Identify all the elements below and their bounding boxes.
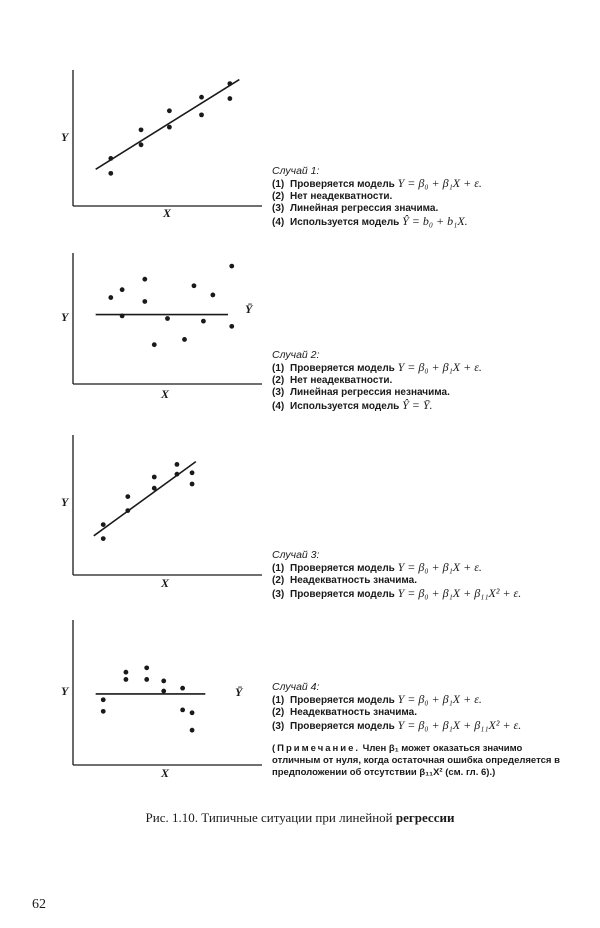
data-point-case-1-5 — [167, 125, 172, 130]
case-4-description — [272, 681, 582, 733]
data-point-case-2-13 — [229, 324, 234, 329]
case-4-item-3: (3) Проверяется модель Y = β₀ + β₁X + β₁₁X² + ε. — [272, 718, 522, 732]
caption-text: Рис. 1.10. Типичные ситуации при линейной — [145, 810, 393, 825]
case-4-item-2: (2) Неадекватность значима. — [272, 707, 418, 718]
case-1-item-3: (3) Линейная регрессия значима. — [272, 203, 439, 214]
data-point-case-4-11 — [190, 710, 195, 715]
data-point-case-4-12 — [190, 728, 195, 733]
page-number: 62 — [32, 897, 46, 912]
note-text: Член β₁ может оказаться значимо отличным от нуля, когда остаточная ошибка определяется в предположении об отсутствии β₁₁X² (см. гл. 6).) — [272, 743, 560, 778]
data-point-case-2-7 — [165, 316, 170, 321]
case-3-description — [272, 549, 582, 601]
case-1-item-1: (1) Проверяется модель Y = β₀ + β₁X + ε. — [272, 176, 482, 190]
data-point-case-2-5 — [142, 299, 147, 304]
case-1-title: Случай 1: — [272, 165, 320, 177]
data-point-case-4-4 — [124, 670, 129, 675]
data-point-case-2-12 — [229, 264, 234, 269]
data-point-case-4-5 — [144, 665, 149, 670]
data-point-case-3-8 — [175, 472, 180, 477]
data-point-case-1-3 — [139, 142, 144, 147]
data-point-case-1-7 — [199, 112, 204, 117]
case-2-item-2: (2) Нет неадекватности. — [272, 375, 393, 386]
data-point-case-4-3 — [124, 677, 129, 682]
y-axis-label-case-2: Y — [61, 310, 69, 324]
mean-label-case-4: Ȳ — [235, 685, 243, 699]
data-point-case-3-10 — [190, 482, 195, 487]
fit-line-case-1 — [96, 80, 240, 170]
case-3-item-2: (2) Неадекватность значима. — [272, 575, 418, 586]
case-4-item-1: (1) Проверяется модель Y = β₀ + β₁X + ε. — [272, 692, 482, 706]
figure-caption — [0, 810, 600, 826]
data-point-case-2-9 — [192, 283, 197, 288]
case-2-item-3: (3) Линейная регрессия незначима. — [272, 387, 450, 398]
data-point-case-2-10 — [201, 319, 206, 324]
data-point-case-1-9 — [227, 96, 232, 101]
x-axis-label-case-3: X — [161, 576, 170, 590]
data-point-case-2-11 — [210, 293, 215, 298]
data-point-case-1-6 — [167, 108, 172, 113]
note-label: (Примечание. — [272, 743, 361, 754]
data-point-case-3-5 — [152, 486, 157, 491]
data-point-case-2-1 — [108, 295, 113, 300]
data-point-case-1-10 — [227, 81, 232, 86]
data-point-case-3-9 — [190, 470, 195, 475]
data-point-case-2-2 — [120, 287, 125, 292]
x-axis-label-case-1: X — [163, 206, 172, 220]
case-2-item-4: (4) Используется модель Ŷ = Ȳ. — [272, 398, 433, 412]
case-3-item-1: (1) Проверяется модель Y = β₀ + β₁X + ε. — [272, 560, 482, 574]
case-2-title: Случай 2: — [272, 349, 320, 361]
data-point-case-4-10 — [180, 708, 185, 713]
case-3-item-3: (3) Проверяется модель Y = β₀ + β₁X + β₁₁X² + ε. — [272, 586, 522, 600]
data-point-case-2-6 — [152, 342, 157, 347]
y-axis-label-case-4: Y — [61, 684, 69, 698]
data-point-case-4-7 — [161, 679, 166, 684]
case-2-description — [272, 349, 582, 413]
y-axis-label-case-1: Y — [61, 130, 69, 144]
data-point-case-3-4 — [125, 508, 130, 513]
data-point-case-3-7 — [175, 462, 180, 467]
x-axis-label-case-2: X — [161, 387, 170, 401]
case-1-item-2: (2) Нет неадекватности. — [272, 191, 393, 202]
data-point-case-3-1 — [101, 522, 106, 527]
fit-line-case-3 — [94, 462, 196, 536]
y-axis-label-case-3: Y — [61, 495, 69, 509]
data-point-case-1-1 — [108, 156, 113, 161]
data-point-case-3-6 — [152, 475, 157, 480]
data-point-case-4-6 — [144, 677, 149, 682]
mean-label-case-2: Ȳ — [245, 302, 253, 316]
case-1-item-4: (4) Используется модель Ŷ = b₀ + b₁X. — [272, 214, 468, 228]
figure-note — [272, 743, 562, 779]
case-1-description — [272, 165, 582, 229]
data-point-case-4-2 — [101, 709, 106, 714]
data-point-case-4-9 — [180, 686, 185, 691]
case-2-item-1: (1) Проверяется модель Y = β₀ + β₁X + ε. — [272, 360, 482, 374]
data-point-case-2-3 — [120, 313, 125, 318]
data-point-case-3-3 — [125, 494, 130, 499]
data-point-case-1-2 — [108, 171, 113, 176]
case-3-title: Случай 3: — [272, 549, 320, 561]
caption-bold: регрессии — [395, 810, 455, 825]
data-point-case-1-4 — [139, 127, 144, 132]
data-point-case-3-2 — [101, 536, 106, 541]
data-point-case-2-4 — [142, 277, 147, 282]
data-point-case-4-1 — [101, 697, 106, 702]
data-point-case-1-8 — [199, 95, 204, 100]
data-point-case-2-8 — [182, 337, 187, 342]
case-4-title: Случай 4: — [272, 681, 320, 693]
x-axis-label-case-4: X — [161, 766, 170, 780]
data-point-case-4-8 — [161, 689, 166, 694]
